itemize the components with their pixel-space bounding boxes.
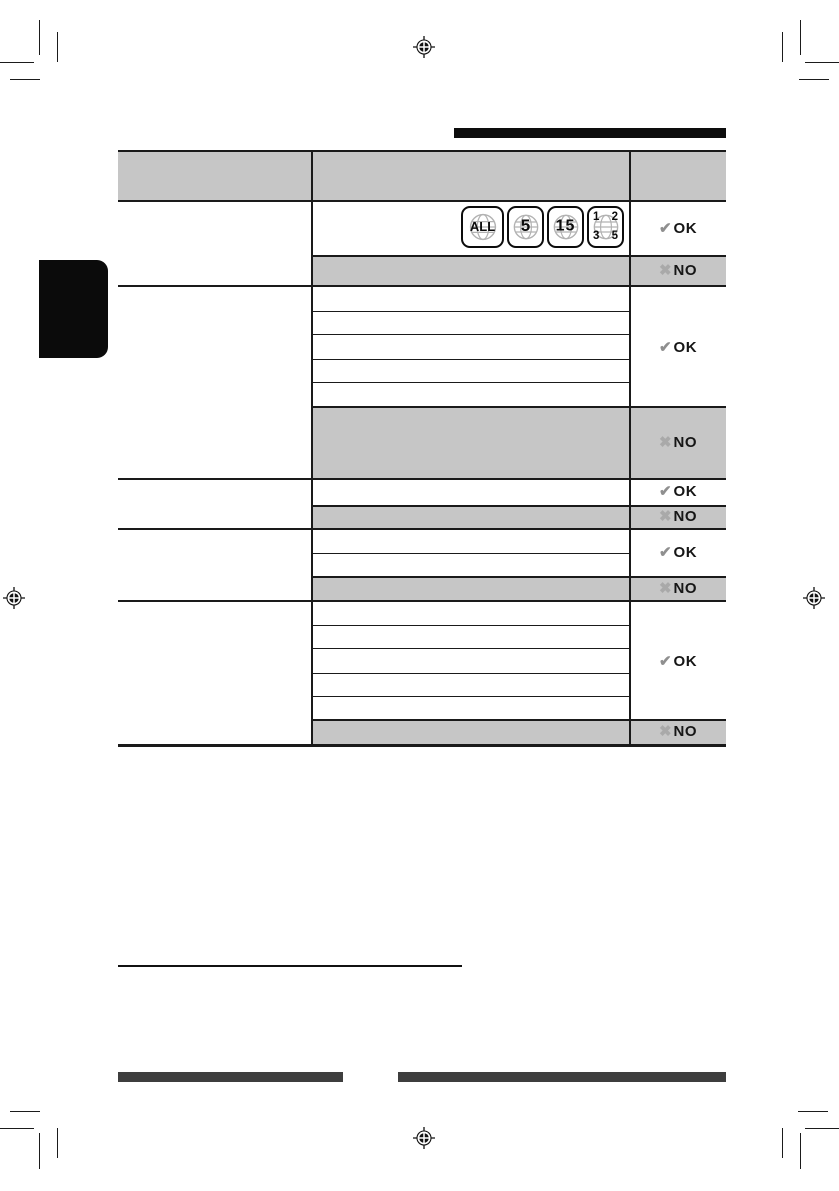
table-rule xyxy=(118,478,726,480)
table-rule xyxy=(118,150,726,152)
table-subrule xyxy=(312,359,630,360)
table-subrule xyxy=(312,311,630,312)
region-code-badges xyxy=(461,206,624,248)
check-icon: ✔ xyxy=(658,338,672,356)
ok-label: OK xyxy=(673,482,698,500)
crop-mark xyxy=(798,1111,828,1113)
cross-icon: ✖ xyxy=(658,579,672,597)
no-badge xyxy=(630,578,726,598)
column-divider xyxy=(311,150,313,747)
cross-icon: ✖ xyxy=(658,722,672,740)
no-label: NO xyxy=(673,579,698,597)
crop-mark xyxy=(39,20,41,55)
region-code-label: ALL xyxy=(469,218,496,234)
crop-mark xyxy=(57,32,59,62)
table-subrule xyxy=(312,553,630,554)
table-subrule xyxy=(312,648,630,649)
ok-badge xyxy=(630,218,726,238)
region-code-label: 1 xyxy=(593,211,600,223)
region-code-label: 15 xyxy=(555,217,576,235)
check-icon: ✔ xyxy=(658,219,672,237)
no-label: NO xyxy=(673,433,698,451)
table-rule xyxy=(118,285,726,287)
table-subrule xyxy=(312,673,630,674)
crop-mark xyxy=(799,79,829,81)
ok-badge xyxy=(630,481,726,501)
region-code-label: 5 xyxy=(611,229,618,242)
cross-icon: ✖ xyxy=(658,507,672,525)
region-code-all-icon xyxy=(461,206,504,248)
table-subrule xyxy=(312,334,630,335)
registration-mark-icon xyxy=(2,586,26,610)
ok-badge xyxy=(630,542,726,562)
registration-mark-icon xyxy=(802,586,826,610)
table-rule xyxy=(118,200,726,202)
registration-mark-icon xyxy=(412,35,436,59)
no-label: NO xyxy=(673,722,698,740)
table-header-row xyxy=(118,151,726,201)
check-icon: ✔ xyxy=(658,543,672,561)
table-rule xyxy=(118,744,726,747)
no-badge xyxy=(630,260,726,280)
table-rule xyxy=(118,600,726,602)
registration-mark-icon xyxy=(412,1126,436,1150)
footer-bar-right xyxy=(398,1072,726,1082)
crop-mark xyxy=(0,62,34,64)
ok-badge xyxy=(630,337,726,357)
crop-mark xyxy=(10,79,40,81)
disc-playability-table xyxy=(118,150,726,747)
crop-mark xyxy=(800,20,802,55)
crop-mark xyxy=(805,1128,839,1130)
crop-mark xyxy=(39,1133,41,1169)
region-code-label: 5 xyxy=(520,216,531,236)
cross-icon: ✖ xyxy=(658,261,672,279)
region-code-1235-icon xyxy=(587,206,624,248)
crop-mark xyxy=(800,1133,802,1169)
no-badge xyxy=(630,721,726,741)
cross-icon: ✖ xyxy=(658,433,672,451)
crop-mark xyxy=(782,1128,784,1158)
footnote-rule xyxy=(118,965,462,967)
no-badge xyxy=(630,506,726,526)
crop-mark xyxy=(10,1111,40,1113)
ok-label: OK xyxy=(673,219,698,237)
ok-label: OK xyxy=(673,338,698,356)
region-code-label: 2 xyxy=(611,211,618,223)
section-tab xyxy=(39,260,108,358)
table-subrule xyxy=(312,696,630,697)
no-label: NO xyxy=(673,261,698,279)
no-badge xyxy=(630,432,726,452)
no-label: NO xyxy=(673,507,698,525)
section-title-bar xyxy=(454,128,726,138)
check-icon: ✔ xyxy=(658,482,672,500)
table-subrule xyxy=(312,625,630,626)
crop-mark xyxy=(57,1128,59,1158)
region-code-15-icon xyxy=(547,206,584,248)
region-code-5-icon xyxy=(507,206,544,248)
ok-badge xyxy=(630,651,726,671)
crop-mark xyxy=(0,1128,34,1130)
table-rule xyxy=(118,528,726,530)
crop-mark xyxy=(782,32,784,62)
table-rule xyxy=(312,255,726,257)
ok-label: OK xyxy=(673,543,698,561)
check-icon: ✔ xyxy=(658,652,672,670)
table-subrule xyxy=(312,382,630,383)
footer-bar-left xyxy=(118,1072,343,1082)
table-rule xyxy=(312,406,726,408)
crop-mark xyxy=(805,62,839,64)
ok-label: OK xyxy=(673,652,698,670)
region-code-label: 3 xyxy=(593,229,600,242)
